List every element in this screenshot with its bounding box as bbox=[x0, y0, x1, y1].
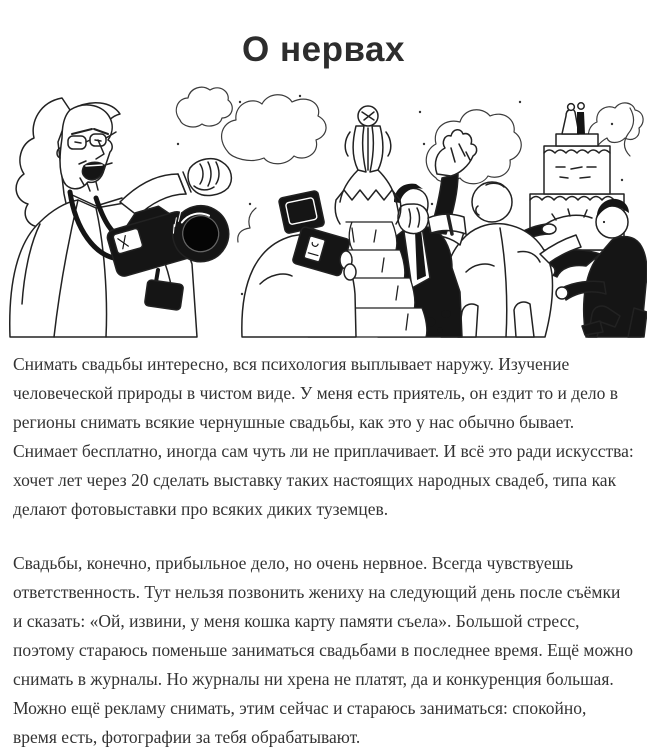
photographer-fist bbox=[188, 159, 231, 196]
cake-topper-figurines bbox=[562, 103, 585, 134]
photographer-figure bbox=[10, 98, 236, 337]
camcorder-light bbox=[278, 190, 325, 234]
wedding-brawl-cartoon-svg bbox=[0, 82, 647, 338]
paragraph: Свадьбы, конечно, прибыльное дело, но очень нервное. Всегда чувствуешь ответственность. Тут нельзя позвонить жениху на следующий день после съёмки и сказать: «Ой, извини, у меня кошка карту памяти съела». Большой стресс, поэтому стараюсь поменьше заниматься свадьбами в последнее время. Ещё можно снимать в журналы. Но журналы ни хрена не платят, да и конкуренция большая. Можно ещё рекламу снимать, этим сейчас и стараюсь заниматься: спокойно, время есть, фотографии за тебя обрабатывают. bbox=[13, 553, 633, 747]
article-body bbox=[0, 338, 647, 751]
wedding-brawl-illustration bbox=[0, 82, 647, 338]
page-title: О нервах bbox=[242, 30, 405, 69]
paragraph: Снимать свадьбы интересно, вся психология выплывает наружу. Изучение человеческой природы в чистом виде. У меня есть приятель, он ездит то и дело в регионы снимать всякие чернушные свадьбы, как это у нас обычно бывает. Снимает бесплатно, иногда сам чуть ли не приплачивает. И всё это ради искусства: хочет лет через 20 сделать выставку таких настоящих народных свадеб, типа как делают фотовыставки про всяких диких туземцев. bbox=[13, 354, 634, 519]
videographer-figure bbox=[242, 190, 356, 337]
